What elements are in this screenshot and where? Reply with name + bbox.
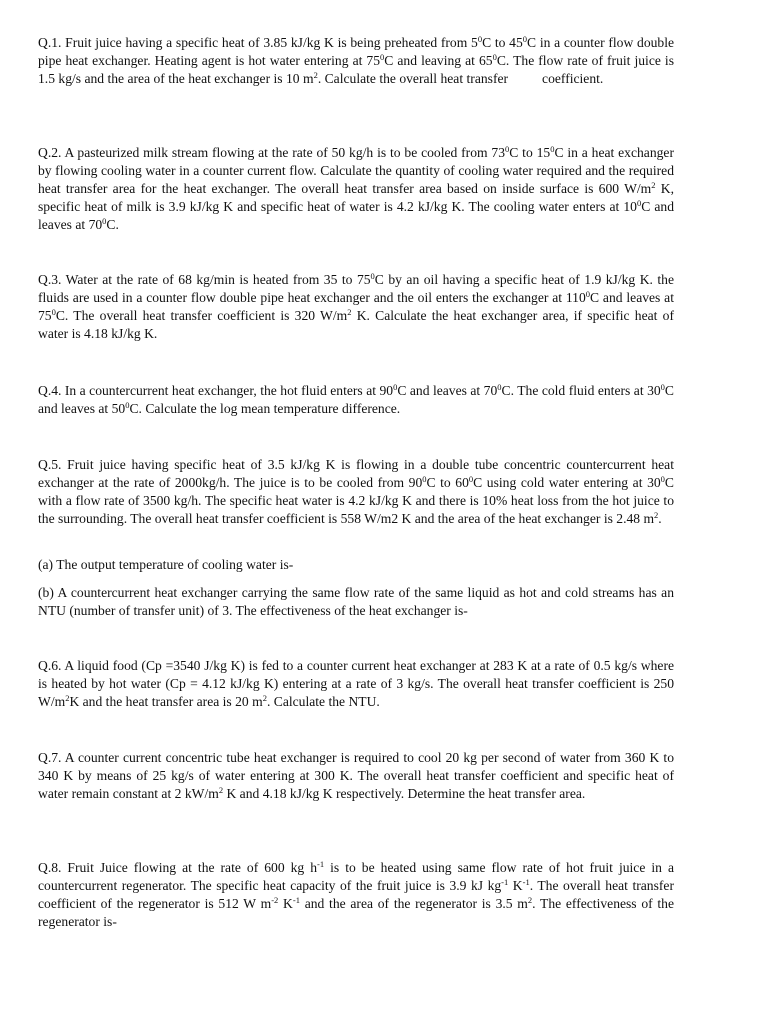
question-1: Q.1. Fruit juice having a specific heat of 3.85 kJ/kg K is being preheated from $5^0C$ to $45^0C$ in a counter flow double pipe heat exchanger. Heating agent is hot water entering at $75^0C$ and leaving at $65^0C$. The flow rate of fruit juice is 1.5 kg/s and the area of the heat exchanger is 10 $m^2$. Calculate the overall heat transfer coefficient. <box>38 34 675 86</box>
question-3: Q.3. Water at the rate of 68 kg/min is heated from 35 to $75^0C$ by an oil having a specific heat of 1.9 kJ/kg K. the fluids are used in a counter flow double pipe heat exchanger and the oil enters the exchanger at $110^0C$ and leaves at $75^0C$. The overall heat transfer coefficient is 320 $W/m^2$ K. Calculate the heat exchanger area, if specific heat of water is 4.18 kJ/kg K. <box>38 271 674 341</box>
question-5: Q.5. Fruit juice having specific heat of 3.5 kJ/kg K is flowing in a double tube concentric countercurrent heat exchanger at the rate of 2000kg/h. The juice is to be cooled from $90^0C$ to $60^0C$ using cold water entering at $30^0C$ with a flow rate of 3500 kg/h. The specific heat water is 4.2 kJ/kg K and there is 10% heat loss from the hot juice to the surrounding. The overall heat transfer coefficient is 558 W/m2 K and the area of the heat exchanger is 2.48 $m^2$. <box>38 457 674 526</box>
question-4: Q.4. In a countercurrent heat exchanger, the hot fluid enters at $90^0C$ and leaves at $70^0C$. The cold fluid enters at $30^0C$ and leaves at $50^0C$. Calculate the log mean temperature difference. <box>38 382 674 416</box>
question-5-part-b: (b) A countercurrent heat exchanger carrying the same flow rate of the same liquid as hot and cold streams has an NTU (number of transfer unit) of 3. The effectiveness of the heat exchanger is- <box>38 585 674 618</box>
question-6: Q.6. A liquid food (Cp =3540 J/kg K) is fed to a counter current heat exchanger at 283 K at a rate of 0.5 kg/s where is heated by hot water (Cp = 4.12 kJ/kg K) entering at a rate of 3 kg/s. The overall heat transfer coefficient is 250 $W/m^2K$ and the heat transfer area is 20 $m^2$. Calculate the NTU. <box>38 658 674 709</box>
question-2: Q.2. A pasteurized milk stream flowing at the rate of 50 kg/h is to be cooled from $73^0C$ to $15^0C$ in a heat exchanger by flowing cooling water in a counter current flow. Calculate the quantity of cooling water required and the required heat transfer area for the heat exchanger. The overall heat transfer area based on inside surface is 600 $W/m^2$ K, specific heat of milk is 3.9 kJ/kg K and specific heat of water is 4.2 kJ/kg K. The cooling water enters at $10^0C$ and leaves at $70^0C$. <box>38 144 675 232</box>
question-5-part-a: (a) The output temperature of cooling water is- <box>38 557 294 572</box>
question-7: Q.7. A counter current concentric tube heat exchanger is required to cool 20 kg per second of water from 360 K to 340 K by means of 25 kg/s of water entering at 300 K. The overall heat transfer coefficient and specific heat of water remain constant at 2 $kW/m^2$ K and 4.18 kJ/kg K respectively. Determine the heat transfer area. <box>38 750 674 801</box>
question-8: Q.8. Fruit Juice flowing at the rate of 600 kg $h^{-1}$ is to be heated using same flow rate of hot fruit juice in a countercurrent regenerator. The specific heat capacity of the fruit juice is 3.9 kJ $kg^{-1}$ $K^{-1}$. The overall heat transfer coefficient of the regenerator is 512 W $m^{-2}$ $K^{-1}$ and the area of the regenerator is 3.5 $m^2$. The effectiveness of the regenerator is- <box>38 859 675 929</box>
